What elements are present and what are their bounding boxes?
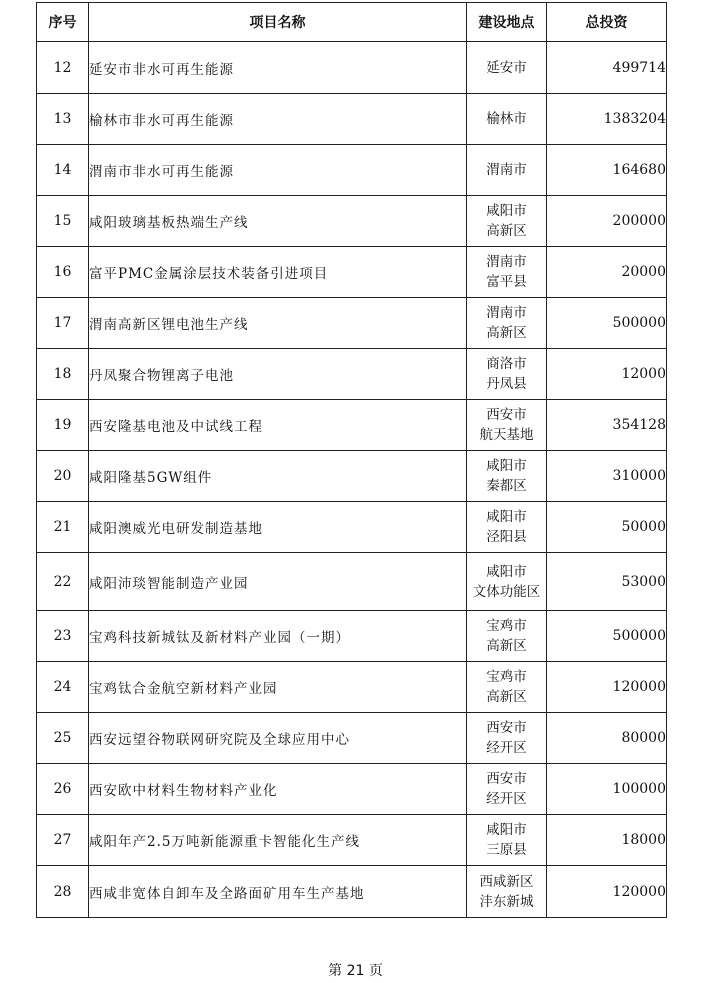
table-row	[37, 298, 667, 349]
total-investment: 164680	[547, 145, 667, 196]
total-investment: 500000	[547, 298, 667, 349]
row-number: 23	[37, 611, 89, 662]
table-row	[37, 247, 667, 298]
location-district: 高新区	[486, 689, 527, 705]
location-city: 咸阳市	[486, 203, 527, 219]
project-name: 咸阳澳威光电研发制造基地	[89, 502, 467, 553]
row-number: 13	[37, 94, 89, 145]
row-number: 12	[37, 42, 89, 94]
table-row	[37, 815, 667, 866]
row-number: 16	[37, 247, 89, 298]
table-header-row	[37, 3, 667, 42]
location-city: 咸阳市	[486, 822, 527, 838]
location-city: 西咸新区	[479, 873, 534, 890]
location-city: 西安市	[486, 771, 527, 787]
row-number: 14	[37, 145, 89, 196]
table-row	[37, 662, 667, 713]
project-name: 延安市非水可再生能源	[89, 42, 467, 94]
construction-location	[467, 611, 547, 662]
total-investment: 310000	[547, 451, 667, 502]
location-district: 泾阳县	[486, 529, 527, 545]
table-row	[37, 866, 667, 918]
project-name: 丹凤聚合物锂离子电池	[89, 349, 467, 400]
location-city: 商洛市	[486, 356, 527, 372]
construction-location	[467, 400, 547, 451]
page-number: 第 21 页	[328, 963, 383, 979]
total-investment: 120000	[547, 866, 667, 918]
location-district: 沣东新城	[479, 893, 534, 910]
header-location: 建设地点	[467, 3, 547, 42]
location-city: 咸阳市	[486, 509, 527, 525]
construction-location	[467, 42, 547, 94]
project-name: 宝鸡科技新城钛及新材料产业园（一期）	[89, 611, 467, 662]
construction-location	[467, 764, 547, 815]
row-number: 28	[37, 866, 89, 918]
total-investment: 354128	[547, 400, 667, 451]
construction-location	[467, 94, 547, 145]
location-district: 秦都区	[486, 478, 527, 494]
table-row	[37, 502, 667, 553]
header-name: 项目名称	[89, 3, 467, 42]
construction-location	[467, 502, 547, 553]
row-number: 15	[37, 196, 89, 247]
project-name: 西安隆基电池及中试线工程	[89, 400, 467, 451]
table-row	[37, 611, 667, 662]
row-number: 26	[37, 764, 89, 815]
location-district: 经开区	[486, 740, 527, 756]
location-district: 经开区	[486, 791, 527, 807]
total-investment: 120000	[547, 662, 667, 713]
table-row	[37, 145, 667, 196]
construction-location	[467, 815, 547, 866]
header-no: 序号	[37, 3, 89, 42]
table-row	[37, 553, 667, 611]
project-name: 咸阳年产2.5万吨新能源重卡智能化生产线	[89, 815, 467, 866]
project-name: 咸阳沛琰智能制造产业园	[89, 553, 467, 611]
table-row	[37, 764, 667, 815]
row-number: 24	[37, 662, 89, 713]
table-row	[37, 451, 667, 502]
location-city: 渭南市	[486, 254, 527, 270]
construction-location	[467, 145, 547, 196]
location-city: 渭南市	[486, 305, 527, 321]
project-name: 富平PMC金属涂层技术装备引进项目	[89, 247, 467, 298]
location-district: 高新区	[486, 223, 527, 239]
location-district: 高新区	[486, 638, 527, 654]
row-number: 21	[37, 502, 89, 553]
row-number: 18	[37, 349, 89, 400]
project-name: 西安远望谷物联网研究院及全球应用中心	[89, 713, 467, 764]
total-investment: 20000	[547, 247, 667, 298]
table-row	[37, 94, 667, 145]
project-name: 宝鸡钛合金航空新材料产业园	[89, 662, 467, 713]
construction-location	[467, 196, 547, 247]
row-number: 20	[37, 451, 89, 502]
header-investment: 总投资	[547, 3, 667, 42]
total-investment: 50000	[547, 502, 667, 553]
project-name: 西咸非宽体自卸车及全路面矿用车生产基地	[89, 866, 467, 918]
total-investment: 499714	[547, 42, 667, 94]
location-city: 西安市	[486, 407, 527, 423]
table-row	[37, 42, 667, 94]
location-city: 咸阳市	[486, 563, 527, 580]
construction-location	[467, 553, 547, 611]
row-number: 27	[37, 815, 89, 866]
construction-location	[467, 298, 547, 349]
location-city: 西安市	[486, 720, 527, 736]
total-investment: 53000	[547, 553, 667, 611]
location-city: 宝鸡市	[486, 618, 527, 634]
location-district: 高新区	[486, 325, 527, 341]
location-district: 富平县	[486, 274, 527, 290]
row-number: 19	[37, 400, 89, 451]
project-name: 咸阳隆基5GW组件	[89, 451, 467, 502]
table-row	[37, 349, 667, 400]
project-name: 咸阳玻璃基板热端生产线	[89, 196, 467, 247]
row-number: 22	[37, 553, 89, 611]
construction-location	[467, 662, 547, 713]
table-row	[37, 400, 667, 451]
project-name: 西安欧中材料生物材料产业化	[89, 764, 467, 815]
construction-location	[467, 713, 547, 764]
construction-location	[467, 866, 547, 918]
location-city: 延安市	[486, 59, 527, 76]
location-city: 榆林市	[486, 111, 527, 127]
location-city: 宝鸡市	[486, 669, 527, 685]
total-investment: 80000	[547, 713, 667, 764]
total-investment: 200000	[547, 196, 667, 247]
project-table	[36, 2, 667, 918]
location-district: 丹凤县	[486, 376, 527, 392]
total-investment: 18000	[547, 815, 667, 866]
construction-location	[467, 247, 547, 298]
project-name: 榆林市非水可再生能源	[89, 94, 467, 145]
row-number: 17	[37, 298, 89, 349]
location-district: 文体功能区	[472, 583, 541, 600]
location-district: 三原县	[486, 842, 527, 858]
location-district: 航天基地	[479, 427, 534, 443]
total-investment: 12000	[547, 349, 667, 400]
location-city: 咸阳市	[486, 458, 527, 474]
construction-location	[467, 349, 547, 400]
total-investment: 1383204	[547, 94, 667, 145]
project-name: 渭南高新区锂电池生产线	[89, 298, 467, 349]
location-city: 渭南市	[486, 162, 527, 178]
construction-location	[467, 451, 547, 502]
table-row	[37, 196, 667, 247]
row-number: 25	[37, 713, 89, 764]
total-investment: 500000	[547, 611, 667, 662]
total-investment: 100000	[547, 764, 667, 815]
table-body	[37, 42, 667, 918]
table-row	[37, 713, 667, 764]
project-name: 渭南市非水可再生能源	[89, 145, 467, 196]
